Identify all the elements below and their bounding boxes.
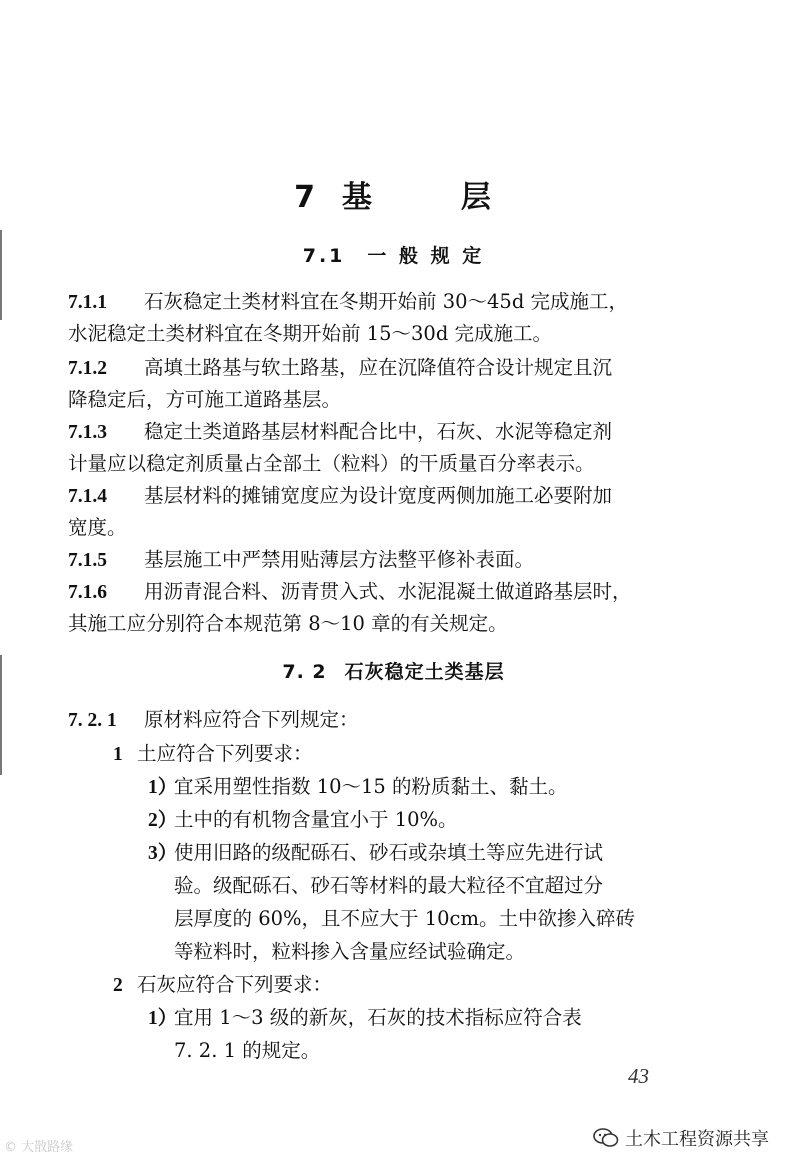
item-text: 土应符合下列要求： — [137, 742, 313, 765]
subitem-text: 土中的有机物含量宜小于 10%。 — [174, 808, 458, 831]
subitem-text: 宜用 1～3 级的新灰，石灰的技术指标应符合表 — [174, 1006, 582, 1029]
clause-text: 用沥青混合料、沥青贯入式、水泥混凝土做道路基层时， — [144, 580, 632, 603]
subitem-line: 等粒料时，粒料掺入含量应经试验确定。 — [174, 940, 526, 963]
subitem-number: 3） — [148, 843, 178, 864]
clause-text: 石灰稳定土类材料宜在冬期开始前 30～45d 完成施工， — [144, 290, 629, 313]
item-number: 1 — [113, 744, 123, 765]
subitem-line — [148, 1006, 582, 1031]
subitem-line — [148, 841, 603, 866]
watermark-left: © 大散路缘 — [4, 1140, 74, 1155]
subitem-number: 1） — [148, 777, 178, 798]
clause-number: 7.1.6 — [68, 582, 107, 603]
section-heading-7-2 — [0, 657, 787, 684]
section-title: 一 般 规 定 — [367, 245, 485, 267]
subitem-text: 使用旧路的级配砾石、砂石或杂填土等应先进行试 — [174, 841, 604, 864]
clause-line: 其施工应分别符合本规范第 8～10 章的有关规定。 — [68, 612, 508, 635]
subitem-line — [148, 808, 458, 833]
clause-text: 基层材料的摊铺宽度应为设计宽度两侧加施工必要附加 — [144, 484, 613, 507]
clause-line — [68, 356, 612, 381]
watermark-right — [593, 1125, 769, 1151]
clause-line: 宽度。 — [68, 516, 127, 539]
clause-number: 7.1.2 — [68, 358, 107, 379]
clause-line — [68, 580, 632, 605]
clause-line — [68, 420, 612, 445]
item-line — [113, 742, 313, 767]
subitem-line: 7. 2. 1 的规定。 — [174, 1039, 321, 1062]
page-number: 43 — [628, 1064, 649, 1088]
subitem-number: 2） — [148, 810, 178, 831]
clause-line — [68, 548, 534, 573]
clause-text: 稳定土类道路基层材料配合比中，石灰、水泥等稳定剂 — [144, 420, 613, 443]
item-text: 石灰应符合下列要求： — [137, 973, 333, 996]
watermark-text: 土木工程资源共享 — [625, 1129, 769, 1150]
clause-line — [68, 484, 612, 509]
clause-text: 基层施工中严禁用贴薄层方法整平修补表面。 — [144, 548, 535, 571]
item-number: 2 — [113, 975, 123, 996]
clause-line: 水泥稳定土类材料宜在冬期开始前 15～30d 完成施工。 — [68, 322, 553, 345]
clause-text: 高填土路基与软土路基，应在沉降值符合设计规定且沉 — [144, 356, 613, 379]
subitem-line — [148, 775, 568, 800]
section-heading-7-1 — [0, 241, 787, 268]
clause-line — [68, 290, 628, 315]
item-line — [113, 973, 332, 998]
subitem-line: 验。级配砾石、砂石等材料的最大粒径不宜超过分 — [174, 874, 604, 897]
clause-line: 计量应以稳定剂质量占全部土（粒料）的干质量百分率表示。 — [68, 452, 595, 475]
clause-number: 7.1.4 — [68, 486, 107, 507]
subitem-line: 层厚度的 60%，且不应大于 10cm。土中欲掺入碎砖 — [174, 907, 635, 930]
clause-number: 7. 2. 1 — [68, 710, 117, 731]
wechat-icon — [593, 1128, 619, 1148]
section-number: 7.1 — [302, 245, 346, 267]
section-title: 石灰稳定土类基层 — [344, 661, 505, 683]
clause-text: 原材料应符合下列规定： — [144, 708, 359, 731]
subitem-text: 宜采用塑性指数 10～15 的粉质黏土、黏土。 — [174, 775, 568, 798]
clause-number: 7.1.1 — [68, 292, 107, 313]
clause-line — [68, 708, 359, 733]
chapter-title: 7 基 层 — [294, 180, 493, 215]
subitem-number: 1） — [148, 1008, 178, 1029]
clause-line: 降稳定后，方可施工道路基层。 — [68, 388, 342, 411]
section-number: 7. 2 — [282, 661, 327, 683]
clause-number: 7.1.5 — [68, 550, 107, 571]
clause-number: 7.1.3 — [68, 422, 107, 443]
